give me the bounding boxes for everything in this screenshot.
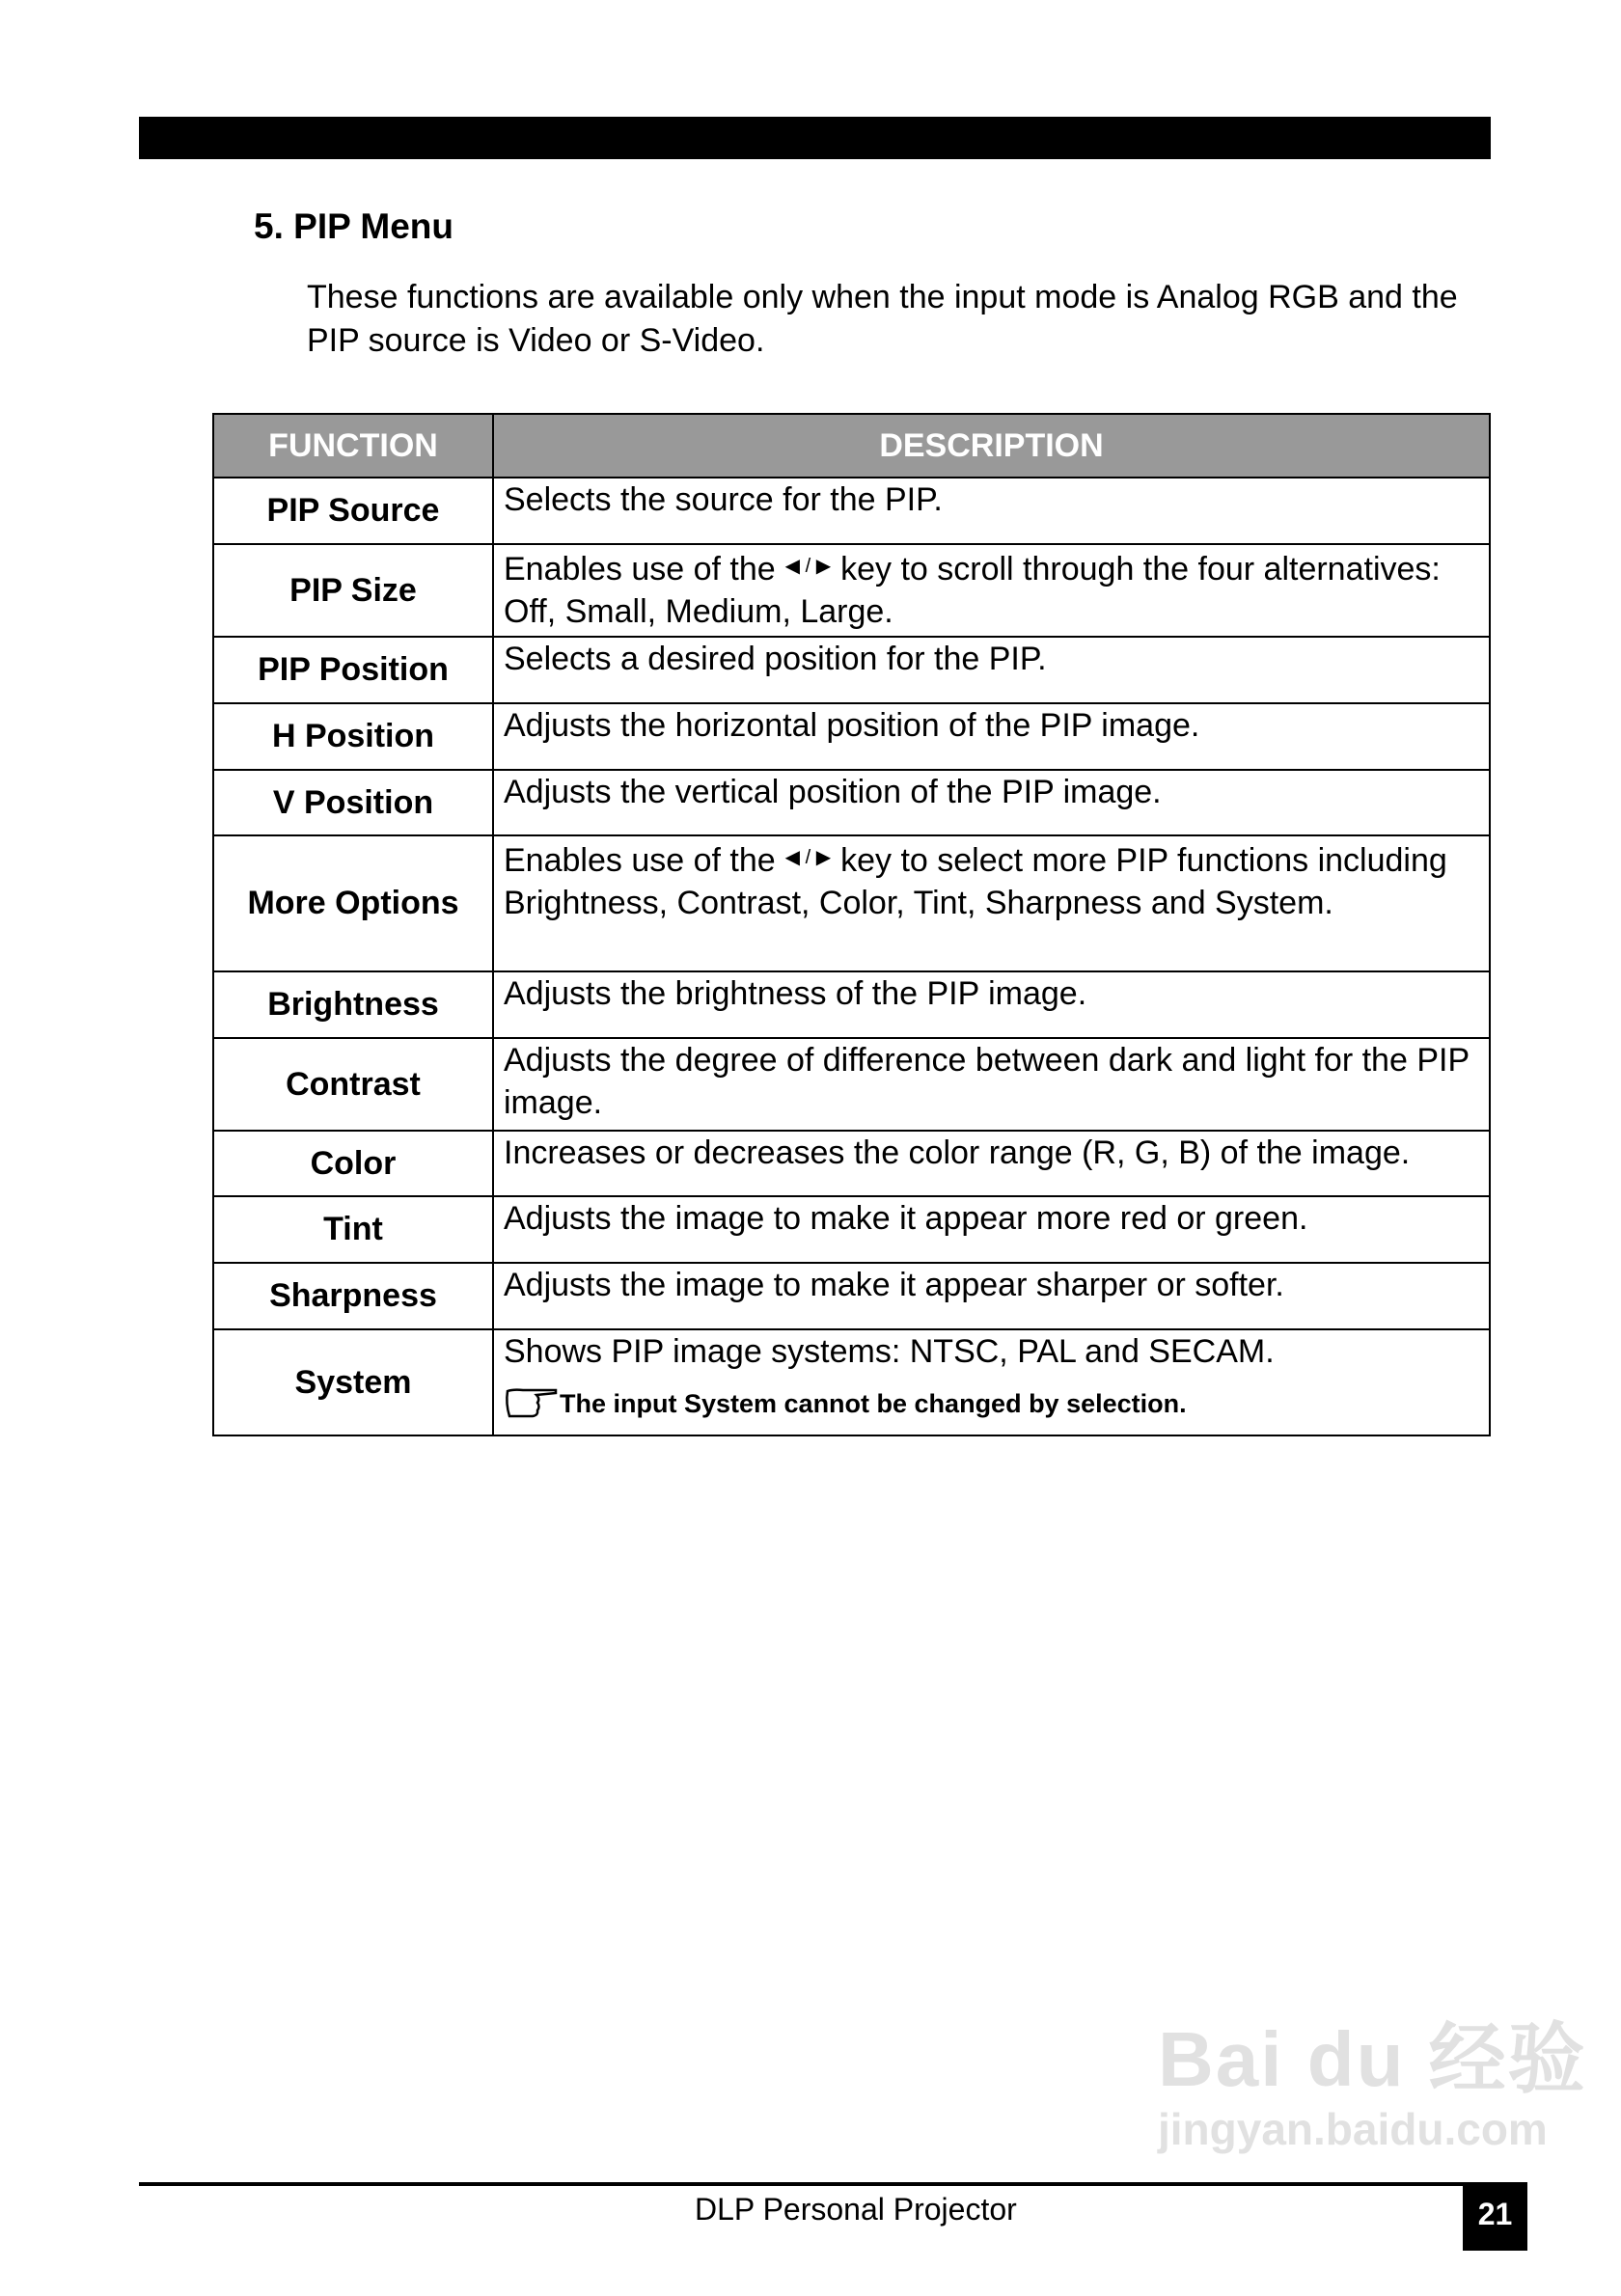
function-name: Tint [213,1196,493,1263]
table-row [213,703,1490,770]
page-number: 21 [1463,2182,1527,2251]
function-description: Selects the source for the PIP. [493,478,1490,544]
function-description: Adjusts the brightness of the PIP image. [493,971,1490,1038]
table-row [213,971,1490,1038]
column-header-description: DESCRIPTION [493,414,1490,478]
header-bar [139,117,1491,159]
table-row [213,835,1490,971]
function-name: H Position [213,703,493,770]
function-name: PIP Source [213,478,493,544]
function-description: Adjusts the image to make it appear sharper or softer. [493,1263,1490,1329]
function-name: Sharpness [213,1263,493,1329]
function-name: PIP Position [213,637,493,703]
section-heading: 5. PIP Menu [254,206,453,246]
table-row [213,1329,1490,1435]
watermark-url-text: jingyan.baidu.com [1158,2104,1548,2154]
function-description: Adjusts the image to make it appear more red or green. [493,1196,1490,1263]
footer-rule [139,2182,1527,2186]
footer-title: DLP Personal Projector [695,2192,1017,2227]
function-description: Increases or decreases the color range (R, G, B) of the image. [493,1131,1490,1196]
table-row [213,770,1490,835]
function-description [493,835,1490,971]
function-description: Adjusts the degree of difference between dark and light for the PIP image. [493,1038,1490,1131]
function-description [493,544,1490,637]
note [504,1382,1479,1425]
function-name: Color [213,1131,493,1196]
desc-text: key to select more PIP functions including Brightness, Contrast, Color, Tint, Sharpness and System. [504,842,1447,921]
desc-text: key to scroll through the four alternatives: Off, Small, Medium, Large. [504,551,1441,630]
table-header-row [213,414,1490,478]
function-name: V Position [213,770,493,835]
function-name: System [213,1329,493,1435]
table-row [213,1038,1490,1131]
watermark-logo-text: Bai du 经验 [1158,2016,1587,2102]
function-description [493,1329,1490,1435]
table-row [213,1131,1490,1196]
column-header-function: FUNCTION [213,414,493,478]
note-text: The input System cannot be changed by selection. [560,1389,1187,1418]
table-row [213,637,1490,703]
function-name: Contrast [213,1038,493,1131]
desc-text: Shows PIP image systems: NTSC, PAL and SECAM. [504,1333,1275,1370]
function-name: More Options [213,835,493,971]
function-description: Selects a desired position for the PIP. [493,637,1490,703]
table-row [213,1196,1490,1263]
table-row [213,1263,1490,1329]
function-description: Adjusts the horizontal position of the PIP image. [493,703,1490,770]
left-right-key-icon: ◀ / ▶ [784,556,832,577]
desc-text: Enables use of the [504,551,776,588]
table-row [213,544,1490,637]
desc-text: Enables use of the [504,842,776,879]
left-right-key-icon: ◀ / ▶ [784,847,832,868]
table-row [213,478,1490,544]
function-description: Adjusts the vertical position of the PIP image. [493,770,1490,835]
function-name: PIP Size [213,544,493,637]
pip-menu-table [212,413,1491,1436]
function-name: Brightness [213,971,493,1038]
intro-text: These functions are available only when the input mode is Analog RGB and the PIP source is Video or S-Video. [307,279,1458,359]
pointing-hand-icon [504,1387,558,1420]
baidu-watermark [1158,2016,1587,2155]
